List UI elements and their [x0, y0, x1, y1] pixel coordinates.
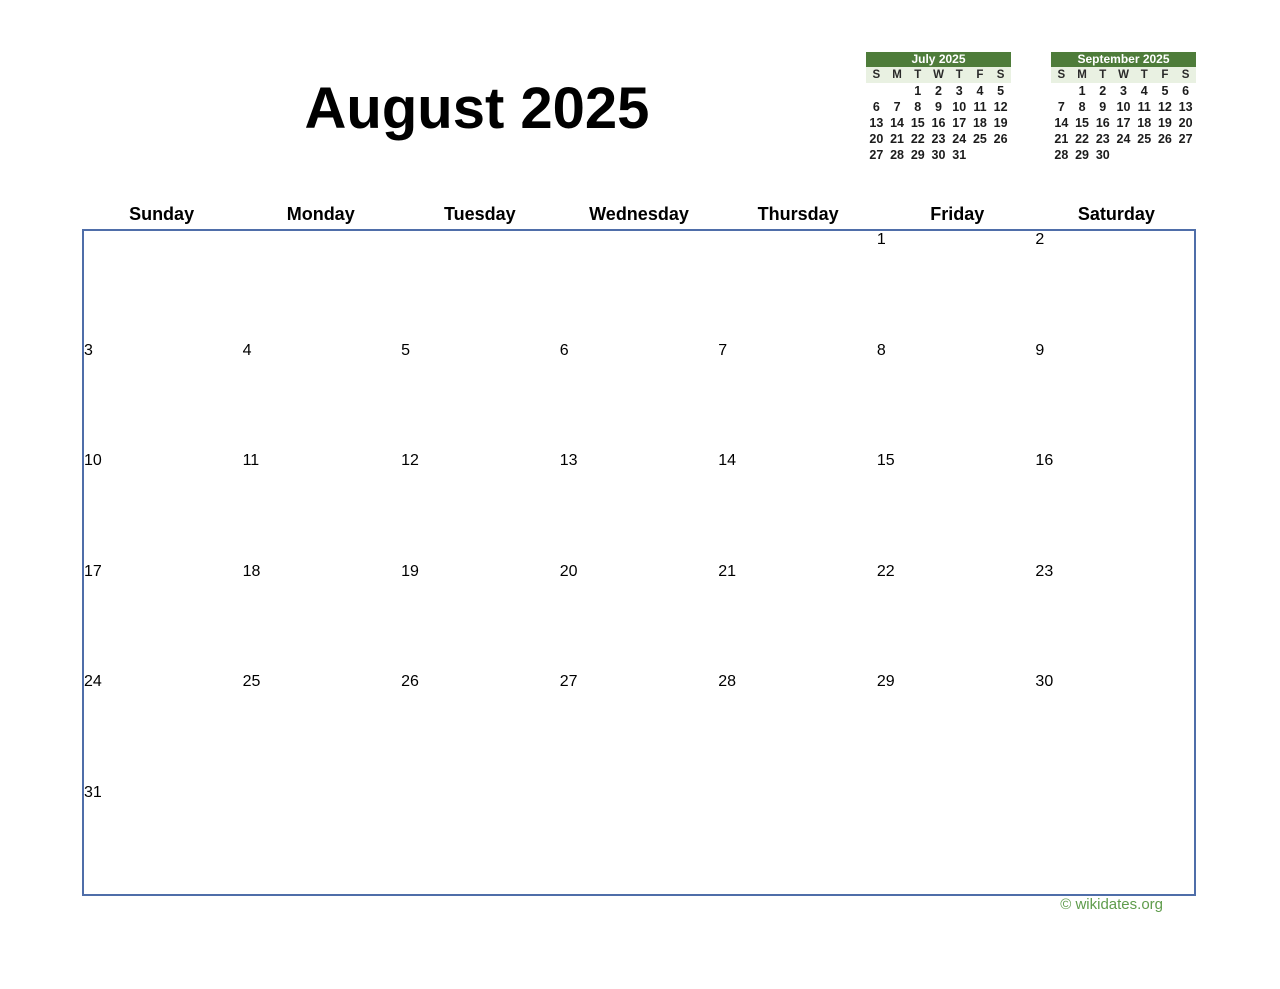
- day-cell-1: [877, 231, 1036, 342]
- mini-weekday-letter: M: [1077, 69, 1087, 81]
- day-cell-27: [560, 673, 719, 784]
- day-number: 7: [718, 341, 728, 359]
- weekday-header-wednesday: Wednesday: [589, 204, 689, 224]
- mini-calendars: [866, 52, 1196, 163]
- mini-day-cell-4: 4: [1140, 84, 1148, 98]
- day-number: 23: [1035, 562, 1054, 580]
- mini-day-cell-3: 3: [955, 84, 963, 98]
- mini-day-cell-23: 23: [931, 132, 946, 146]
- mini-day-cell-17: 17: [952, 116, 967, 130]
- weekday-header-thursday: Thursday: [757, 204, 839, 224]
- day-cell-empty: [243, 784, 402, 895]
- mini-day-cell-empty: [1113, 147, 1134, 163]
- calendar-grid: [82, 229, 1196, 896]
- mini-day-cell-empty: [990, 147, 1011, 163]
- day-cell-29: [877, 673, 1036, 784]
- mini-day-cell-16: 16: [1095, 116, 1110, 130]
- day-cell-26: [401, 673, 560, 784]
- mini-day-cell-9: 9: [1099, 100, 1107, 114]
- mini-day-cell-2: 2: [1099, 84, 1107, 98]
- day-number: 25: [242, 673, 261, 690]
- mini-day-cell-24: 24: [1116, 132, 1131, 146]
- day-cell-empty: [401, 784, 560, 895]
- day-cell-31: [84, 784, 243, 895]
- day-cell-empty: [401, 231, 560, 342]
- day-cell-14: [718, 452, 877, 563]
- mini-day-cell-14: 14: [1054, 116, 1069, 130]
- mini-day-cell-18: 18: [972, 116, 987, 130]
- day-number: 27: [559, 673, 578, 690]
- mini-weekday-letter: S: [996, 69, 1005, 81]
- mini-day-cell-21: 21: [1054, 132, 1069, 146]
- mini-day-cell-empty: [1051, 83, 1072, 99]
- mini-day-cell-7: 7: [893, 100, 901, 114]
- mini-day-cell-empty: [1134, 147, 1155, 163]
- mini-day-cell-7: 7: [1057, 100, 1065, 114]
- day-number: 14: [718, 452, 737, 469]
- day-cell-30: [1035, 673, 1194, 784]
- day-cell-7: [718, 342, 877, 453]
- mini-day-cell-25: 25: [1137, 132, 1152, 146]
- day-cell-empty: [84, 231, 243, 342]
- mini-day-cell-5: 5: [1161, 84, 1169, 98]
- day-cell-23: [1035, 563, 1194, 674]
- mini-day-cell-23: 23: [1095, 132, 1110, 146]
- weekday-header-tuesday: Tuesday: [444, 204, 516, 224]
- day-cell-15: [877, 452, 1036, 563]
- mini-day-cell-26: 26: [1157, 132, 1172, 146]
- day-cell-4: [243, 342, 402, 453]
- mini-day-cell-27: 27: [869, 148, 884, 162]
- mini-weekday-letter: F: [976, 69, 984, 81]
- day-cell-empty: [877, 784, 1036, 895]
- mini-day-cell-2: 2: [935, 84, 942, 98]
- day-cell-22: [877, 563, 1036, 674]
- day-cell-9: [1035, 342, 1194, 453]
- weekday-header-saturday: Saturday: [1077, 204, 1155, 224]
- mini-weekday-letter: T: [955, 69, 963, 81]
- day-cell-10: [84, 452, 243, 563]
- mini-day-cell-6: 6: [1182, 84, 1190, 98]
- mini-day-cell-empty: [1175, 147, 1196, 163]
- mini-day-cell-4: 4: [976, 84, 984, 98]
- mini-day-cell-22: 22: [910, 132, 925, 146]
- page-title: August 2025: [304, 76, 650, 141]
- day-cell-empty: [560, 231, 719, 342]
- mini-day-cell-28: 28: [1054, 148, 1069, 162]
- day-number: 9: [1035, 341, 1045, 359]
- mini-weekday-letter: T: [1099, 69, 1107, 81]
- mini-day-cell-30: 30: [931, 148, 946, 162]
- mini-weekday-letter: S: [1057, 69, 1066, 81]
- mini-day-cell-15: 15: [1075, 116, 1090, 130]
- mini-day-cell-27: 27: [1178, 132, 1193, 146]
- mini-calendar-september-2025: [1051, 52, 1196, 163]
- day-number: 18: [242, 562, 261, 580]
- mini-day-cell-6: 6: [872, 100, 880, 114]
- mini-day-cell-11: 11: [1137, 100, 1151, 114]
- day-number: 8: [876, 341, 886, 359]
- mini-day-cell-8: 8: [914, 100, 922, 114]
- day-cell-6: [560, 342, 719, 453]
- mini-weekday-row: [1051, 67, 1196, 83]
- day-cell-21: [718, 563, 877, 674]
- mini-day-cell-1: 1: [1078, 84, 1086, 98]
- mini-day-cell-8: 8: [1078, 100, 1086, 114]
- mini-day-cell-17: 17: [1116, 116, 1131, 130]
- day-cell-empty: [243, 231, 402, 342]
- mini-day-cell-3: 3: [1120, 84, 1127, 98]
- mini-day-cell-19: 19: [993, 116, 1008, 130]
- mini-weekday-row: [866, 67, 1011, 83]
- day-cell-empty: [560, 784, 719, 895]
- mini-day-cell-empty: [1155, 147, 1176, 163]
- day-number: 22: [876, 562, 895, 580]
- day-cell-20: [560, 563, 719, 674]
- day-cell-25: [243, 673, 402, 784]
- day-cell-19: [401, 563, 560, 674]
- mini-day-cell-13: 13: [869, 116, 884, 130]
- footer-credit: © wikidates.org: [1060, 896, 1163, 913]
- mini-day-cell-28: 28: [890, 148, 905, 162]
- day-number: 2: [1035, 231, 1045, 248]
- day-number: 15: [876, 452, 895, 469]
- day-number: 4: [242, 341, 252, 359]
- weekday-header-row: [82, 203, 1196, 229]
- mini-day-cell-24: 24: [952, 132, 967, 146]
- mini-calendar-title: July 2025: [866, 52, 1011, 67]
- day-number: 20: [559, 562, 578, 580]
- day-number: 5: [401, 341, 411, 359]
- day-number: 10: [84, 452, 102, 469]
- mini-day-cell-empty: [866, 83, 887, 99]
- mini-day-grid: [866, 83, 1011, 163]
- day-cell-18: [243, 563, 402, 674]
- mini-day-cell-26: 26: [993, 132, 1008, 146]
- mini-day-cell-11: 11: [973, 100, 987, 114]
- day-cell-empty: [718, 784, 877, 895]
- mini-weekday-letter: T: [1140, 69, 1148, 81]
- day-number: 11: [242, 452, 260, 469]
- weekday-header-friday: Friday: [930, 204, 985, 224]
- mini-day-cell-empty: [970, 147, 991, 163]
- day-cell-13: [560, 452, 719, 563]
- day-cell-8: [877, 342, 1036, 453]
- day-number: 26: [401, 673, 419, 690]
- mini-day-cell-31: 31: [952, 148, 967, 162]
- mini-weekday-letter: T: [914, 69, 922, 81]
- mini-day-grid: [1051, 83, 1196, 163]
- day-number: 28: [718, 673, 737, 690]
- mini-weekday-letter: W: [933, 69, 944, 81]
- day-cell-24: [84, 673, 243, 784]
- day-cell-16: [1035, 452, 1194, 563]
- mini-weekday-letter: M: [892, 69, 902, 81]
- weekday-header-monday: Monday: [286, 204, 355, 224]
- mini-day-cell-1: 1: [914, 84, 922, 98]
- day-cell-empty: [718, 231, 877, 342]
- mini-day-cell-18: 18: [1137, 116, 1152, 130]
- mini-day-cell-29: 29: [1075, 148, 1090, 162]
- mini-day-cell-10: 10: [1116, 100, 1131, 114]
- mini-day-cell-19: 19: [1157, 116, 1172, 130]
- day-cell-28: [718, 673, 877, 784]
- mini-calendar-title: September 2025: [1051, 52, 1196, 67]
- day-number: 30: [1035, 673, 1054, 690]
- mini-day-cell-21: 21: [890, 132, 905, 146]
- mini-day-cell-12: 12: [1157, 100, 1172, 114]
- day-number: 29: [876, 673, 895, 690]
- day-cell-12: [401, 452, 560, 563]
- mini-day-cell-10: 10: [952, 100, 967, 114]
- day-cell-2: [1035, 231, 1194, 342]
- day-cell-3: [84, 342, 243, 453]
- mini-weekday-letter: F: [1161, 69, 1169, 81]
- mini-day-cell-15: 15: [910, 116, 925, 130]
- day-number: 24: [84, 673, 102, 690]
- mini-day-cell-16: 16: [931, 116, 946, 130]
- day-number: 21: [718, 562, 737, 580]
- mini-day-cell-29: 29: [910, 148, 925, 162]
- mini-day-cell-5: 5: [997, 84, 1005, 98]
- weekday-header-sunday: Sunday: [129, 204, 195, 224]
- mini-day-cell-12: 12: [993, 100, 1008, 114]
- mini-weekday-letter: S: [872, 69, 881, 81]
- day-number: 13: [559, 452, 578, 469]
- mini-day-cell-22: 22: [1075, 132, 1090, 146]
- day-number: 19: [401, 562, 419, 580]
- day-cell-17: [84, 563, 243, 674]
- mini-calendar-july-2025: [866, 52, 1011, 163]
- day-cell-11: [243, 452, 402, 563]
- mini-day-cell-13: 13: [1178, 100, 1193, 114]
- mini-day-cell-20: 20: [1178, 116, 1193, 130]
- mini-day-cell-9: 9: [935, 100, 942, 114]
- mini-weekday-letter: W: [1118, 69, 1129, 81]
- day-cell-empty: [1035, 784, 1194, 895]
- mini-day-cell-empty: [887, 83, 908, 99]
- day-cell-5: [401, 342, 560, 453]
- mini-day-cell-14: 14: [890, 116, 905, 130]
- mini-day-cell-25: 25: [972, 132, 987, 146]
- main-calendar: [82, 203, 1196, 896]
- day-number: 12: [401, 452, 419, 469]
- day-number: 16: [1035, 452, 1054, 469]
- mini-weekday-letter: S: [1181, 69, 1190, 81]
- day-number: 31: [84, 783, 102, 801]
- mini-day-cell-20: 20: [869, 132, 884, 146]
- mini-day-cell-30: 30: [1095, 148, 1110, 162]
- day-number: 1: [876, 231, 886, 248]
- day-number: 3: [84, 341, 93, 359]
- day-number: 17: [84, 562, 102, 580]
- day-number: 6: [559, 341, 569, 359]
